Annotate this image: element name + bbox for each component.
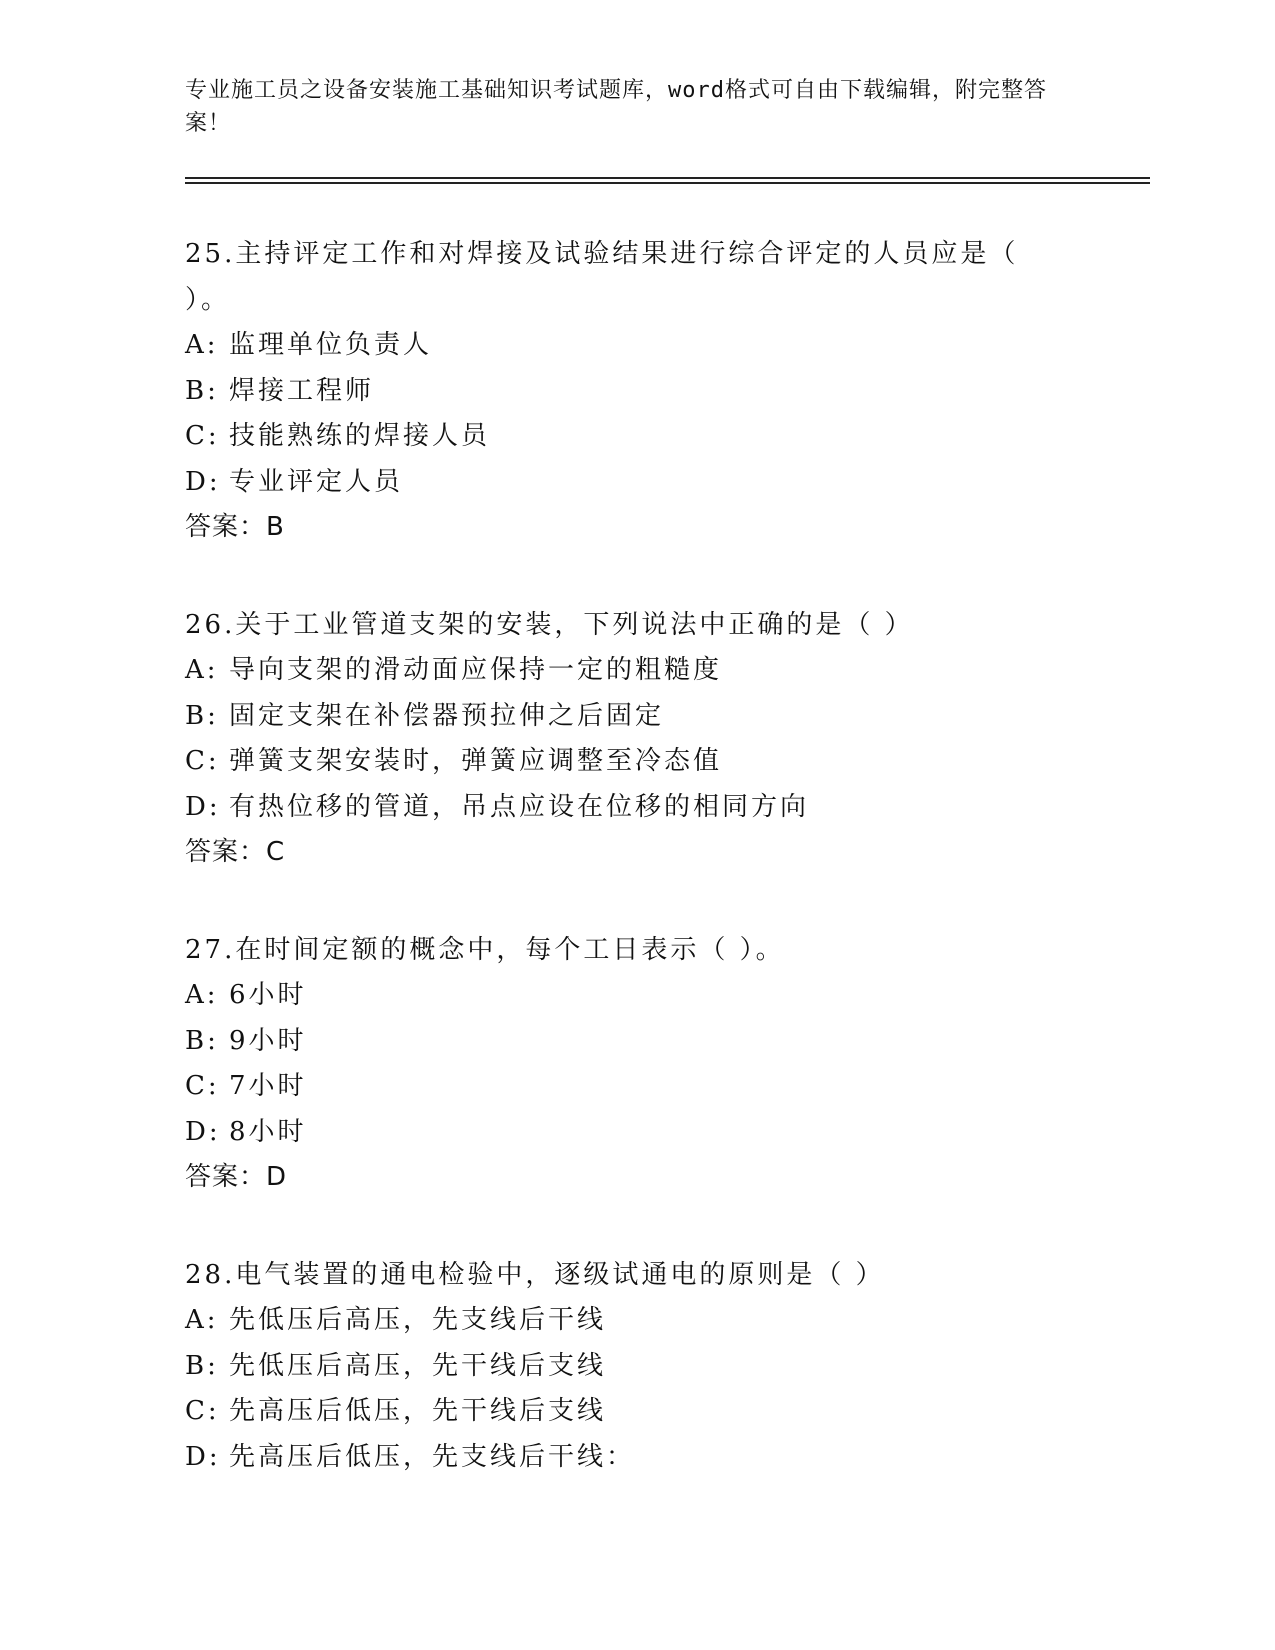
option-text: 先低压后高压，先支线后干线 xyxy=(229,1305,607,1335)
option-a xyxy=(185,973,1150,1019)
header-text: 专业施工员之设备安装施工基础知识考试题库，word格式可自由下载编辑，附完整答案！ xyxy=(185,78,1047,136)
option-text: 焊接工程师 xyxy=(229,375,375,406)
option-key: A: xyxy=(185,655,219,685)
option-text: 先高压后低压，先干线后支线 xyxy=(229,1396,607,1426)
option-text: 弹簧支架安装时，弹簧应调整至冷态值 xyxy=(229,746,723,776)
header-divider-bottom xyxy=(185,182,1150,184)
option-b xyxy=(185,369,1150,415)
question-stem: 28.电气装置的通电检验中，逐级试通电的原则是（ ） xyxy=(185,1259,885,1290)
option-key: D: xyxy=(185,791,221,822)
option-text: 8小时 xyxy=(229,1116,307,1147)
document-header xyxy=(185,74,1065,140)
option-key: C: xyxy=(185,1071,220,1101)
option-c xyxy=(185,1064,1150,1110)
option-d xyxy=(185,785,1150,831)
option-a xyxy=(185,1298,1150,1344)
option-c xyxy=(185,1389,1150,1435)
answer-line: 答案：B xyxy=(185,512,285,542)
option-c xyxy=(185,414,1150,460)
option-key: A: xyxy=(185,330,219,360)
question-26 xyxy=(185,603,1150,876)
question-28 xyxy=(185,1253,1150,1481)
question-stem: 27.在时间定额的概念中，每个工日表示（ ）。 xyxy=(185,934,785,965)
option-d xyxy=(185,1435,1150,1481)
option-key: C: xyxy=(185,746,220,776)
option-key: B: xyxy=(185,375,219,406)
option-key: C: xyxy=(185,1396,220,1426)
option-key: A: xyxy=(185,1305,219,1335)
option-text: 6小时 xyxy=(229,980,307,1010)
option-a xyxy=(185,323,1150,369)
answer-line: 答案：D xyxy=(185,1162,288,1192)
header-divider-top xyxy=(185,177,1150,179)
option-key: A: xyxy=(185,980,219,1010)
question-27 xyxy=(185,928,1150,1201)
option-b xyxy=(185,694,1150,740)
option-key: D: xyxy=(185,466,221,497)
option-a xyxy=(185,648,1150,694)
option-text: 先高压后低压，先支线后干线： xyxy=(229,1441,636,1472)
option-key: D: xyxy=(185,1441,221,1472)
question-list xyxy=(185,232,1150,1532)
option-text: 9小时 xyxy=(229,1025,307,1056)
answer-line: 答案：C xyxy=(185,837,286,867)
option-key: B: xyxy=(185,1025,219,1056)
option-text: 先低压后高压，先干线后支线 xyxy=(229,1350,607,1381)
option-key: B: xyxy=(185,700,219,731)
option-key: D: xyxy=(185,1116,221,1147)
option-text: 专业评定人员 xyxy=(229,466,404,497)
option-text: 监理单位负责人 xyxy=(229,330,433,360)
question-stem: 26.关于工业管道支架的安装，下列说法中正确的是（ ） xyxy=(185,609,914,640)
option-d xyxy=(185,460,1150,506)
question-25 xyxy=(185,232,1150,551)
option-b xyxy=(185,1344,1150,1390)
option-c xyxy=(185,739,1150,785)
option-b xyxy=(185,1019,1150,1065)
option-text: 技能熟练的焊接人员 xyxy=(229,421,491,451)
option-key: C: xyxy=(185,421,220,451)
question-stem: 25.主持评定工作和对焊接及试验结果进行综合评定的人员应是（ ）。 xyxy=(185,239,1019,315)
option-text: 有热位移的管道，吊点应设在位移的相同方向 xyxy=(229,791,810,822)
option-text: 导向支架的滑动面应保持一定的粗糙度 xyxy=(229,655,723,685)
option-key: B: xyxy=(185,1350,219,1381)
option-text: 7小时 xyxy=(229,1071,307,1101)
option-text: 固定支架在补偿器预拉伸之后固定 xyxy=(229,700,665,731)
option-d xyxy=(185,1110,1150,1156)
